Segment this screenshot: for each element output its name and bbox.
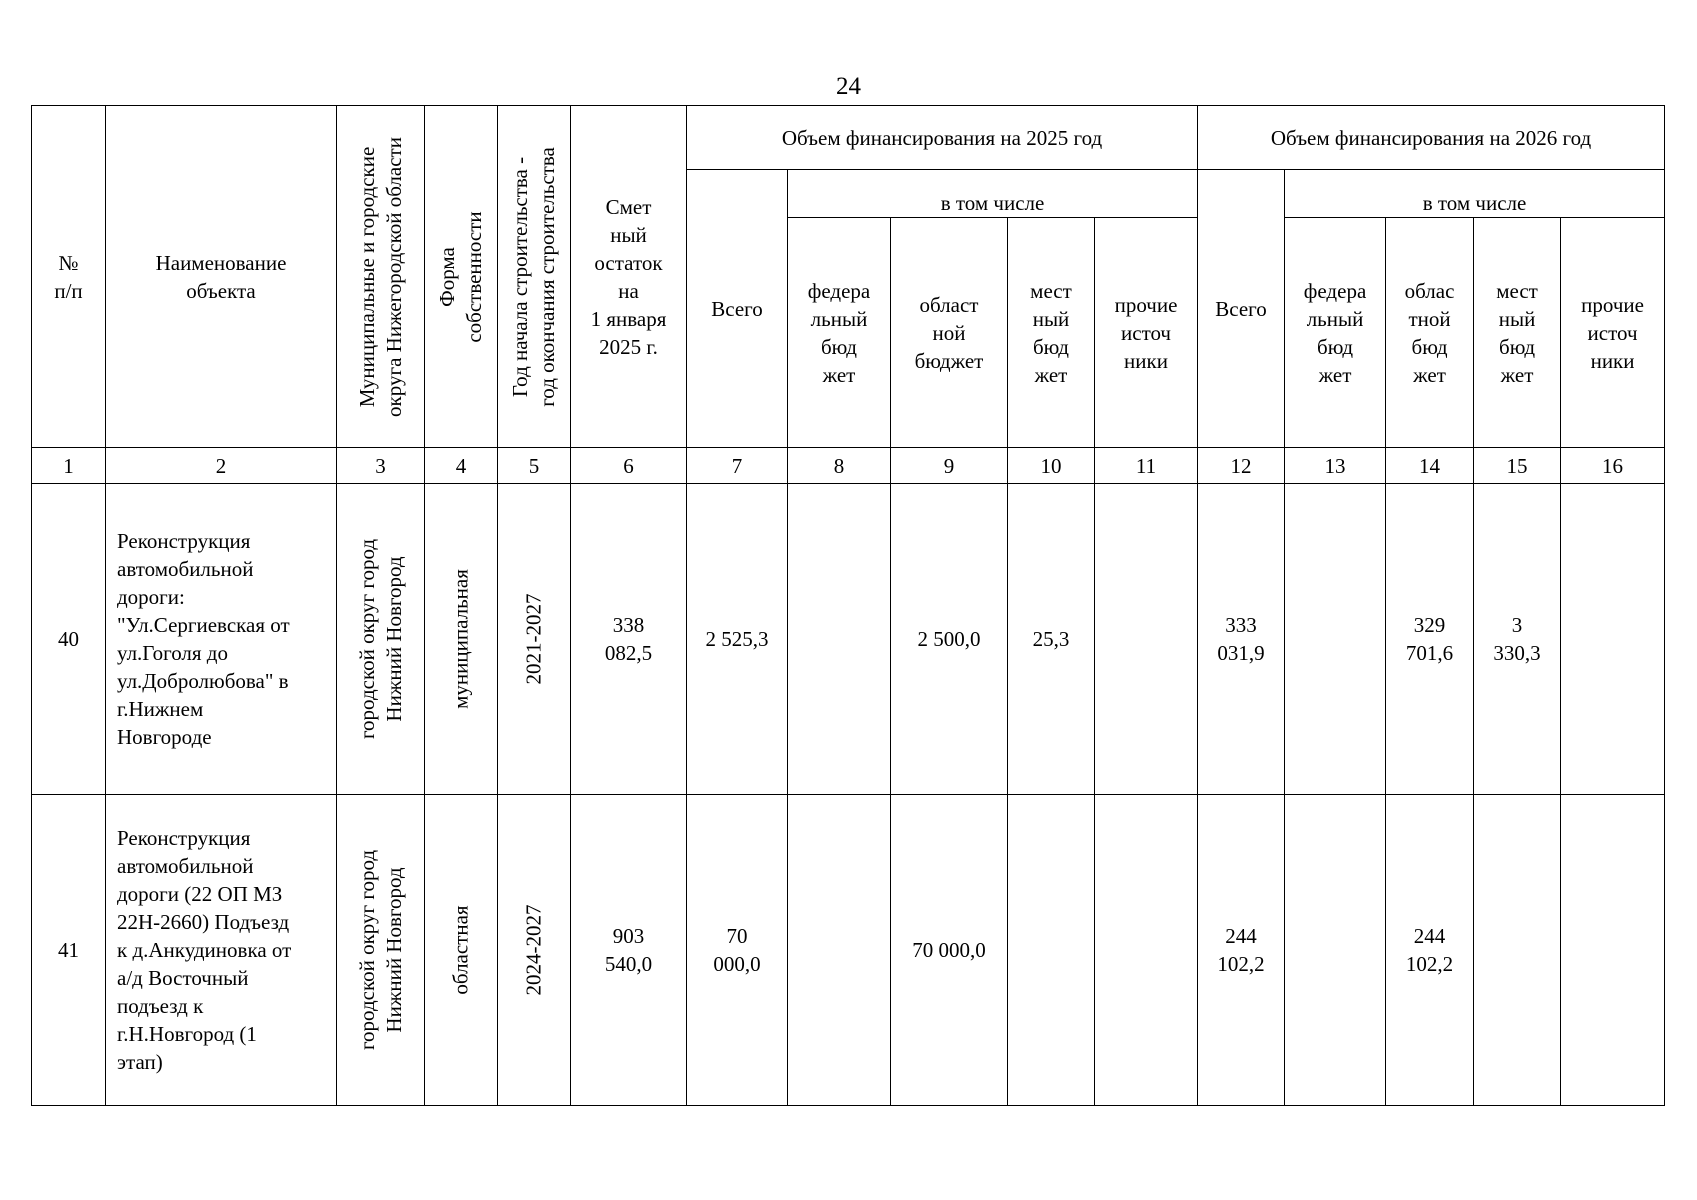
row-other-2025 [1095, 795, 1198, 1106]
column-number-row [32, 448, 1665, 484]
header-local-2026: мест ный бюд жет [1474, 218, 1561, 448]
column-number: 14 [1386, 448, 1474, 484]
row-num: 41 [32, 795, 106, 1106]
row-district [337, 484, 425, 795]
column-number: 3 [337, 448, 425, 484]
row-ownership-text: областная [448, 905, 473, 995]
column-number: 9 [891, 448, 1008, 484]
row-balance: 903 540,0 [571, 795, 687, 1106]
column-number: 16 [1561, 448, 1665, 484]
column-number: 13 [1285, 448, 1386, 484]
column-number: 6 [571, 448, 687, 484]
row-ownership-text: муниципальная [448, 569, 473, 709]
header-federal-2025: федера льный бюд жет [788, 218, 891, 448]
header-district-text: Муниципальные и городские округа Нижегородской области [354, 136, 406, 417]
row-federal-2026 [1285, 795, 1386, 1106]
row-years [498, 484, 571, 795]
header-years [498, 106, 571, 448]
header-including-2026: в том числе [1285, 170, 1665, 218]
column-number: 10 [1008, 448, 1095, 484]
row-local-2025: 25,3 [1008, 484, 1095, 795]
row-federal-2026 [1285, 484, 1386, 795]
row-local-2026 [1474, 795, 1561, 1106]
header-regional-2025: област ной бюджет [891, 218, 1008, 448]
row-name: Реконструкция автомобильной дороги: "Ул.Сергиевская от ул.Гоголя до ул.Добролюбова" в г.Нижнем Новгороде [106, 484, 337, 795]
header-federal-2026: федера льный бюд жет [1285, 218, 1386, 448]
column-number: 2 [106, 448, 337, 484]
row-district-text: городской округ город Нижний Новгород [354, 538, 406, 740]
header-row [32, 106, 1665, 170]
table-row [32, 795, 1665, 1106]
row-years-text: 2024-2027 [521, 904, 546, 996]
row-regional-2026: 329 701,6 [1386, 484, 1474, 795]
column-number: 15 [1474, 448, 1561, 484]
row-total-2025: 70 000,0 [687, 795, 788, 1106]
header-local-2025: мест ный бюд жет [1008, 218, 1095, 448]
header-num: № п/п [32, 106, 106, 448]
header-ownership [425, 106, 498, 448]
header-ownership-text: Форма собственности [435, 210, 486, 343]
row-district-text: городской округ город Нижний Новгород [354, 849, 406, 1051]
header-other-2025: прочие источ ники [1095, 218, 1198, 448]
header-balance: Смет ный остаток на 1 января 2025 г. [571, 106, 687, 448]
column-number: 1 [32, 448, 106, 484]
header-name: Наименование объекта [106, 106, 337, 448]
row-total-2025: 2 525,3 [687, 484, 788, 795]
column-number: 8 [788, 448, 891, 484]
page-number: 24 [836, 73, 861, 100]
column-number: 12 [1198, 448, 1285, 484]
row-local-2026: 3 330,3 [1474, 484, 1561, 795]
header-other-2026: прочие источ ники [1561, 218, 1665, 448]
row-federal-2025 [788, 795, 891, 1106]
header-total-2025: Всего [687, 170, 788, 448]
header-group-2026: Объем финансирования на 2026 год [1198, 106, 1665, 170]
row-regional-2025: 70 000,0 [891, 795, 1008, 1106]
header-district [337, 106, 425, 448]
row-num: 40 [32, 484, 106, 795]
row-balance: 338 082,5 [571, 484, 687, 795]
column-number: 5 [498, 448, 571, 484]
header-years-text: Год начала строительства - год окончания строительства [508, 146, 559, 407]
row-other-2025 [1095, 484, 1198, 795]
row-ownership [425, 795, 498, 1106]
financing-table [31, 105, 1665, 1106]
row-local-2025 [1008, 795, 1095, 1106]
row-total-2026: 244 102,2 [1198, 795, 1285, 1106]
row-years-text: 2021-2027 [521, 593, 546, 685]
row-other-2026 [1561, 795, 1665, 1106]
row-other-2026 [1561, 484, 1665, 795]
row-ownership [425, 484, 498, 795]
row-district [337, 795, 425, 1106]
row-federal-2025 [788, 484, 891, 795]
row-total-2026: 333 031,9 [1198, 484, 1285, 795]
header-including-2025: в том числе [788, 170, 1198, 218]
column-number: 7 [687, 448, 788, 484]
column-number: 11 [1095, 448, 1198, 484]
column-number: 4 [425, 448, 498, 484]
row-name: Реконструкция автомобильной дороги (22 ОП МЗ 22Н-2660) Подъезд к д.Анкудиновка от а/д Восточный подъезд к г.Н.Новгород (1 этап) [106, 795, 337, 1106]
header-regional-2026: облас тной бюд жет [1386, 218, 1474, 448]
header-group-2025: Объем финансирования на 2025 год [687, 106, 1198, 170]
row-regional-2026: 244 102,2 [1386, 795, 1474, 1106]
header-total-2026: Всего [1198, 170, 1285, 448]
table-row [32, 484, 1665, 795]
row-years [498, 795, 571, 1106]
row-regional-2025: 2 500,0 [891, 484, 1008, 795]
